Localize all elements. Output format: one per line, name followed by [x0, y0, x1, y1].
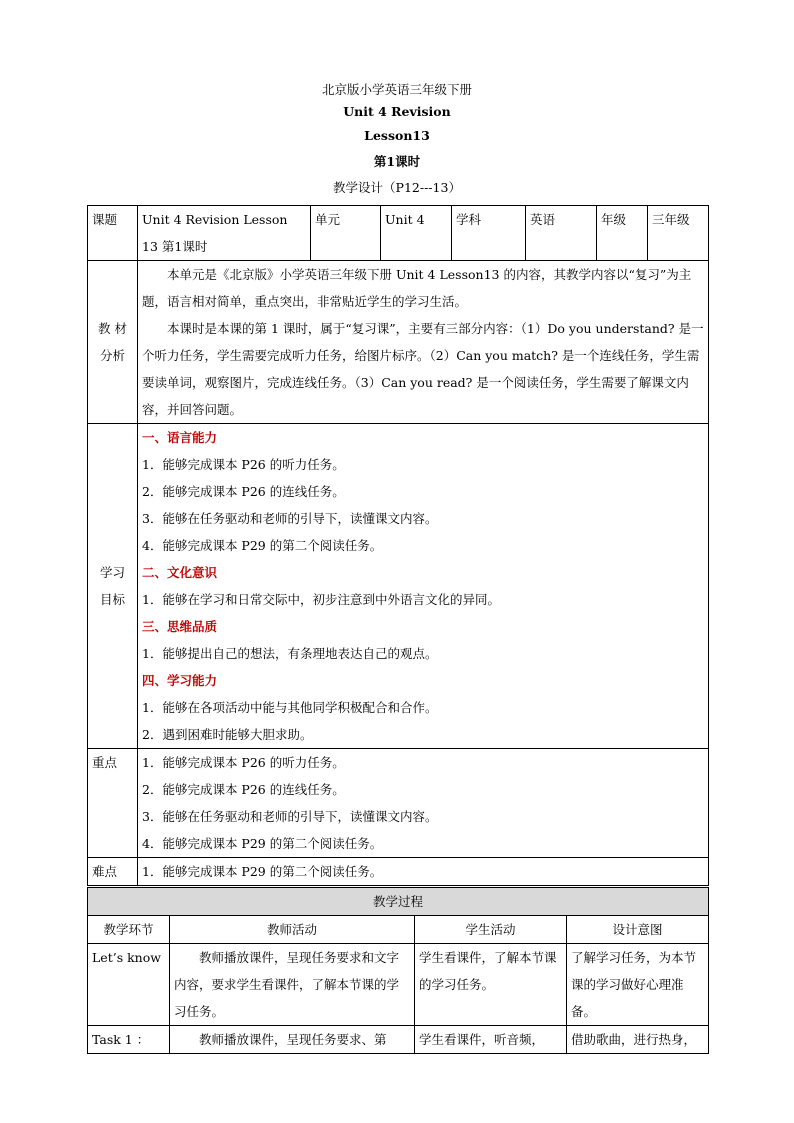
analysis-paragraph-2: 本课时是本课的第 1 课时，属于“复习课”，主要有三部分内容：（1）Do you understand? 是一个听力任务，学生需要完成听力任务，给图片标序。（2）Can you match? 是一个连线任务，学生需要读单词，观察图片，完成连线任务。（3）Can you read? 是一个阅读任务，学生需要了解课文内容，并回答问题。 — [142, 321, 704, 417]
process-stage: Task 1 ： — [88, 1026, 170, 1054]
process-row — [88, 1026, 709, 1054]
process-design-intent: 借助歌曲，进行热身， — [567, 1026, 709, 1054]
objective-item: 2．遇到困难时能够大胆求助。 — [142, 727, 313, 742]
difficulty-label: 难点 — [88, 858, 138, 886]
process-row — [88, 944, 709, 1026]
process-teacher-activity: 教师播放课件，呈现任务要求和文字内容，要求学生看课件，了解本节课的学习任务。 — [170, 944, 415, 1026]
objective-item: 1．能够在各项活动中能与其他同学积极配合和合作。 — [142, 700, 438, 715]
doc-title-line3: Lesson13 — [364, 128, 430, 143]
doc-title-line2: Unit 4 Revision — [343, 104, 451, 119]
key-point-item: 4．能够完成课本 P29 的第二个阅读任务。 — [142, 836, 383, 851]
teaching-process-table — [87, 887, 709, 1054]
objectives-content — [138, 424, 709, 749]
objective-section-title: 二、文化意识 — [142, 565, 218, 580]
process-student-activity: 学生看课件，听音频， — [415, 1026, 567, 1054]
process-teacher-activity: 教师播放课件，呈现任务要求、第 — [170, 1026, 415, 1054]
lesson-info-table — [87, 205, 709, 886]
grade-value: 三年级 — [648, 206, 709, 261]
grade-label: 年级 — [597, 206, 648, 261]
process-header-student: 学生活动 — [415, 916, 567, 944]
process-header-teacher: 教师活动 — [170, 916, 415, 944]
unit-label: 单元 — [311, 206, 381, 261]
difficulty-row — [88, 858, 709, 886]
objective-item: 3．能够在任务驱动和老师的引导下，读懂课文内容。 — [142, 511, 438, 526]
analysis-content — [138, 261, 709, 424]
doc-title-line4: 第1课时 — [373, 154, 421, 169]
objective-item: 1．能够在学习和日常交际中，初步注意到中外语言文化的异同。 — [142, 592, 500, 607]
objective-section-title: 三、思维品质 — [142, 619, 218, 634]
subject-value: 英语 — [526, 206, 597, 261]
unit-value: Unit 4 — [381, 206, 452, 261]
key-point-item: 3．能够在任务驱动和老师的引导下，读懂课文内容。 — [142, 809, 438, 824]
objectives-row — [88, 424, 709, 749]
key-point-item: 1．能够完成课本 P26 的听力任务。 — [142, 755, 345, 770]
topic-label: 课题 — [88, 206, 138, 261]
process-header-intent: 设计意图 — [567, 916, 709, 944]
objective-item: 1．能够完成课本 P26 的听力任务。 — [142, 457, 345, 472]
key-points-row — [88, 749, 709, 858]
objectives-label: 学习 目标 — [88, 424, 138, 749]
key-point-item: 2．能够完成课本 P26 的连线任务。 — [142, 782, 345, 797]
objective-section-title: 四、学习能力 — [142, 673, 218, 688]
process-title-row — [88, 888, 709, 916]
process-header-stage: 教学环节 — [88, 916, 170, 944]
objective-section-title: 一、语言能力 — [142, 430, 218, 445]
process-student-activity: 学生看课件，了解本节课的学习任务。 — [415, 944, 567, 1026]
key-points-content — [138, 749, 709, 858]
info-row — [88, 206, 709, 261]
analysis-paragraph-1: 本单元是《北京版》小学英语三年级下册 Unit 4 Lesson13 的内容，其教学内容以“复习”为主题，语言相对简单，重点突出，非常贴近学生的学习生活。 — [142, 267, 692, 309]
subject-label: 学科 — [452, 206, 526, 261]
analysis-label: 教 材 分析 — [88, 261, 138, 424]
objective-item: 2．能够完成课本 P26 的连线任务。 — [142, 484, 345, 499]
topic-value: Unit 4 Revision Lesson 13 第1课时 — [138, 206, 311, 261]
doc-title-line5: 教学设计（P12---13） — [333, 180, 461, 195]
process-stage: Let’s know — [88, 944, 170, 1026]
process-header-row — [88, 916, 709, 944]
process-design-intent: 了解学习任务，为本节课的学习做好心理准备。 — [567, 944, 709, 1026]
process-title: 教学过程 — [88, 888, 709, 916]
difficulty-content — [138, 858, 709, 886]
key-points-label: 重点 — [88, 749, 138, 858]
analysis-row — [88, 261, 709, 424]
difficulty-item: 1．能够完成课本 P29 的第二个阅读任务。 — [142, 864, 383, 879]
objective-item: 1．能够提出自己的想法，有条理地表达自己的观点。 — [142, 646, 438, 661]
doc-title-line1: 北京版小学英语三年级下册 — [321, 82, 472, 97]
objective-item: 4．能够完成课本 P29 的第二个阅读任务。 — [142, 538, 383, 553]
